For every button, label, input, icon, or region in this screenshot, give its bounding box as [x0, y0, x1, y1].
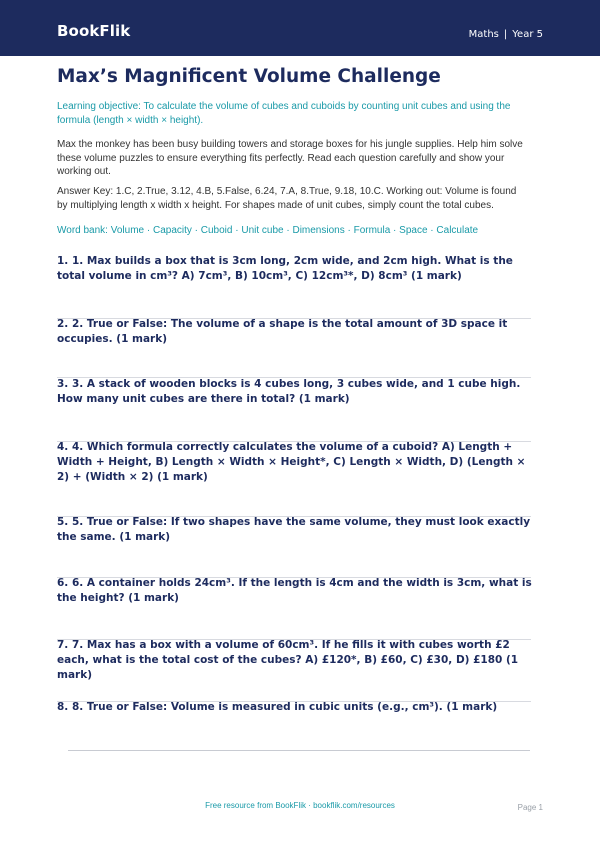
intro-paragraph: Max the monkey has been busy building towers and storage boxes for his jungle supplies. Help him solve these volume puzzles to ensure everything fits perfectly. Read each question carefully and show your working out. [57, 139, 523, 177]
question-7: 7. 7. Max has a box with a volume of 60cm³. If he fills it with cubes worth £2 each, what is the total cost of the cubes? A) £120*, B) £60, C) £30, D) £180 (1 mark) [57, 639, 519, 681]
question-1: 1. 1. Max builds a box that is 3cm long, 2cm wide, and 2cm high. What is the total volume in cm³? A) 7cm³, B) 10cm³, C) 12cm³*, D) 8cm³ (1 mark) [57, 255, 513, 282]
word-bank: Word bank: Volume · Capacity · Cuboid · Unit cube · Dimensions · Formula · Space · Calculate [57, 225, 479, 236]
brand-logo-text: BookFlik [57, 22, 131, 40]
page-title: Max’s Magnificent Volume Challenge [57, 66, 441, 87]
learning-objective: Learning objective: To calculate the volume of cubes and cuboids by counting unit cubes and using the formula (length × width × height). [57, 101, 511, 126]
subject-label: Maths [468, 29, 499, 40]
answer-key: Answer Key: 1.C, 2.True, 3.12, 4.B, 5.False, 6.24, 7.A, 8.True, 9.18, 10.C. Working out: Volume is found by multiplying length x width x height. For shapes made of unit cubes, simply count the total cubes. [57, 186, 517, 211]
header-bar [0, 0, 600, 56]
footer-credit: Free resource from BookFlik · bookflik.com/resources [205, 801, 395, 810]
page-number: Page 1 [517, 803, 543, 812]
question-2: 2. 2. True or False: The volume of a shape is the total amount of 3D space it occupies. (1 mark) [57, 318, 508, 345]
question-3: 3. 3. A stack of wooden blocks is 4 cubes long, 3 cubes wide, and 1 cube high. How many unit cubes are there in total? (1 mark) [57, 378, 521, 405]
question-4: 4. 4. Which formula correctly calculates the volume of a cuboid? A) Length + Width + Height, B) Length × Width × Height*, C) Length × Width, D) (Length × 2) + (Width × 2) (1 mark) [57, 441, 526, 483]
question-6: 6. 6. A container holds 24cm³. If the length is 4cm and the width is 3cm, what is the height? (1 mark) [57, 577, 532, 604]
question-8: 8. 8. True or False: Volume is measured in cubic units (e.g., cm³). (1 mark) [57, 701, 498, 713]
meta-separator: | [503, 29, 508, 40]
question-5: 5. 5. True or False: If two shapes have the same volume, they must look exactly the same. (1 mark) [57, 516, 531, 543]
year-label: Year 5 [512, 29, 543, 40]
footer-divider [68, 750, 530, 751]
subject-year-label [469, 29, 543, 40]
